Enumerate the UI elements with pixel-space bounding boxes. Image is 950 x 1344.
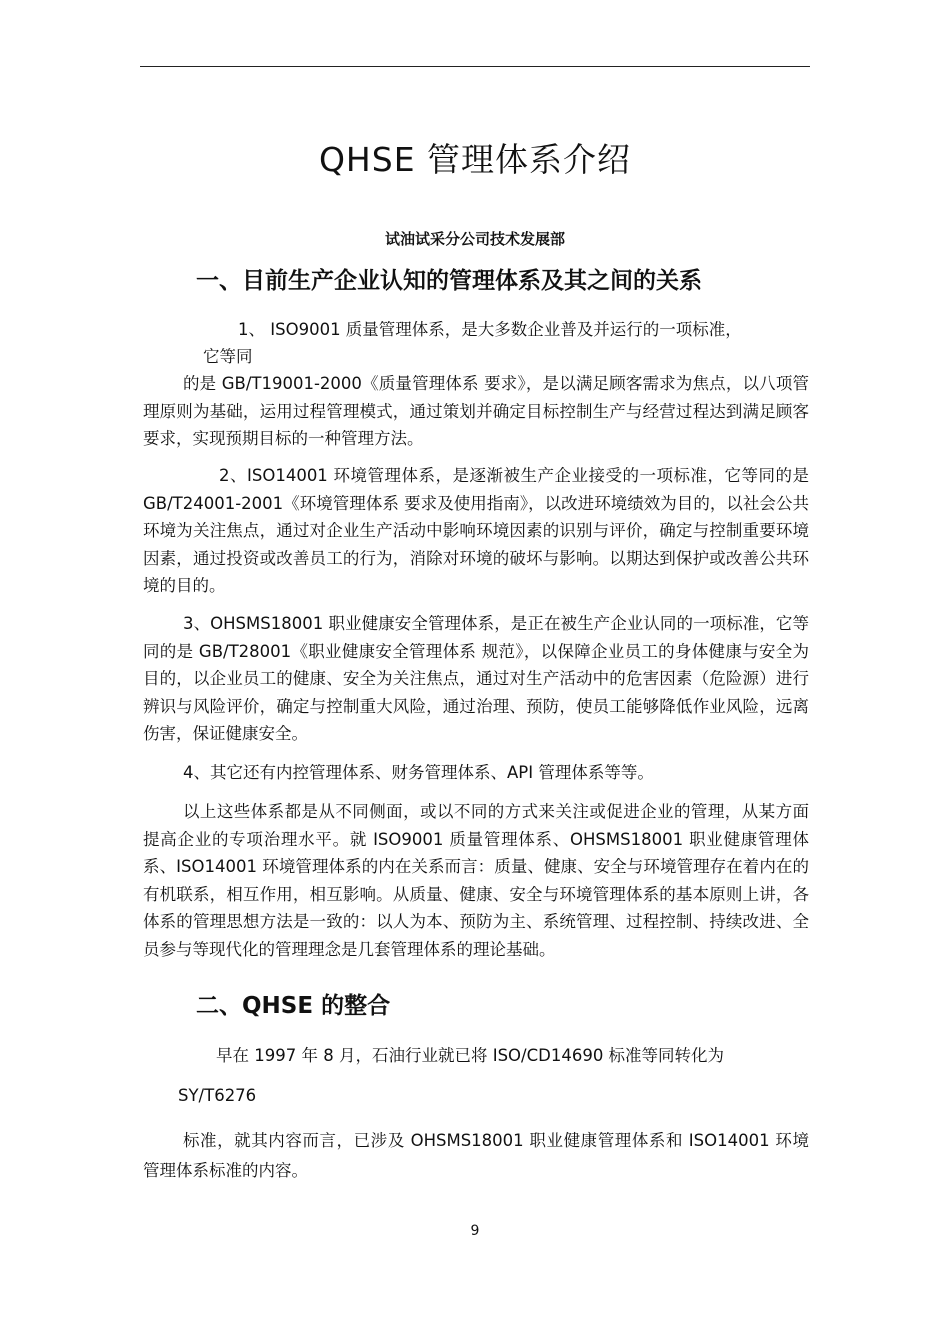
paragraph-4: 4、其它还有内控管理体系、财务管理体系、API 管理体系等等。 <box>183 763 654 782</box>
paragraph-5: 以上这些体系都是从不同侧面，或以不同的方式来关注或促进企业的管理，从某方面提高企业的专项治理水平。就 ISO9001 质量管理体系、OHSMS18001 职业健康管理体系、ISO14001 环境管理体系的内在关系而言：质量、健康、安全与环境管理存在着内在的有机联系，相互作用，相互影响。从质量、健康、安全与环境管理体系的基本原则上讲，各体系的管理思想方法是一致的：以人为本、预防为主、系统管理、过程控制、持续改进、全员参与等现代化的管理理念是几套管理体系的理论基础。 <box>143 802 809 959</box>
header-rule <box>140 66 810 67</box>
paragraph-2: 2、ISO14001 环境管理体系，是逐渐被生产企业接受的一项标准，它等同的是 GB/T24001-2001《环境管理体系 要求及使用指南》，以改进环境绩效为目的，以社会公共环境为关注焦点，通过对企业生产活动中影响环境因素的识别与评价，确定与控制重要环境因素，通过投资或改善员工的行为，消除对环境的破坏与影响。以期达到保护或改善公共环境的目的。 <box>143 466 809 595</box>
paragraph-1-body: 的是 GB/T19001-2000《质量管理体系 要求》，是以满足顾客需求为焦点，以八项管理原则为基础，运用过程管理模式，通过策划并确定目标控制生产与经营过程达到满足顾客要求，实现预期目标的一种管理方法。 <box>143 374 809 448</box>
paragraph-3: 3、OHSMS18001 职业健康安全管理体系，是正在被生产企业认同的一项标准，它等同的是 GB/T28001《职业健康安全管理体系 规范》，以保障企业员工的身体健康与安全为目的，以企业员工的健康、安全为关注焦点，通过对生产活动中的危害因素（危险源）进行辨识与风险评价，确定与控制重大风险，通过治理、预防，使员工能够降低作业风险，远离伤害，保证健康安全。 <box>143 614 809 743</box>
paragraph-6-line-1: 早在 1997 年 8 月，石油行业就已将 ISO/CD14690 标准等同转化为 <box>216 1046 725 1065</box>
paragraph-1-line-1: 1、 ISO9001 质量管理体系，是大多数企业普及并运行的一项标准， <box>238 320 742 339</box>
paragraph-6-line-2: SY/T6276 <box>178 1086 257 1105</box>
paragraph-1-line-2: 它等同 <box>203 347 253 366</box>
department-subtitle: 试油试采分公司技术发展部 <box>384 230 565 248</box>
page-title: QHSE 管理体系介绍 <box>318 140 632 179</box>
page-number: 9 <box>470 1223 480 1239</box>
section-heading-1: 一、目前生产企业认知的管理体系及其之间的关系 <box>196 268 702 294</box>
section-heading-2: 二、QHSE 的整合 <box>196 993 391 1019</box>
paragraph-7: 标准，就其内容而言，已涉及 OHSMS18001 职业健康管理体系和 ISO14001 环境管理体系标准的内容。 <box>143 1131 809 1180</box>
